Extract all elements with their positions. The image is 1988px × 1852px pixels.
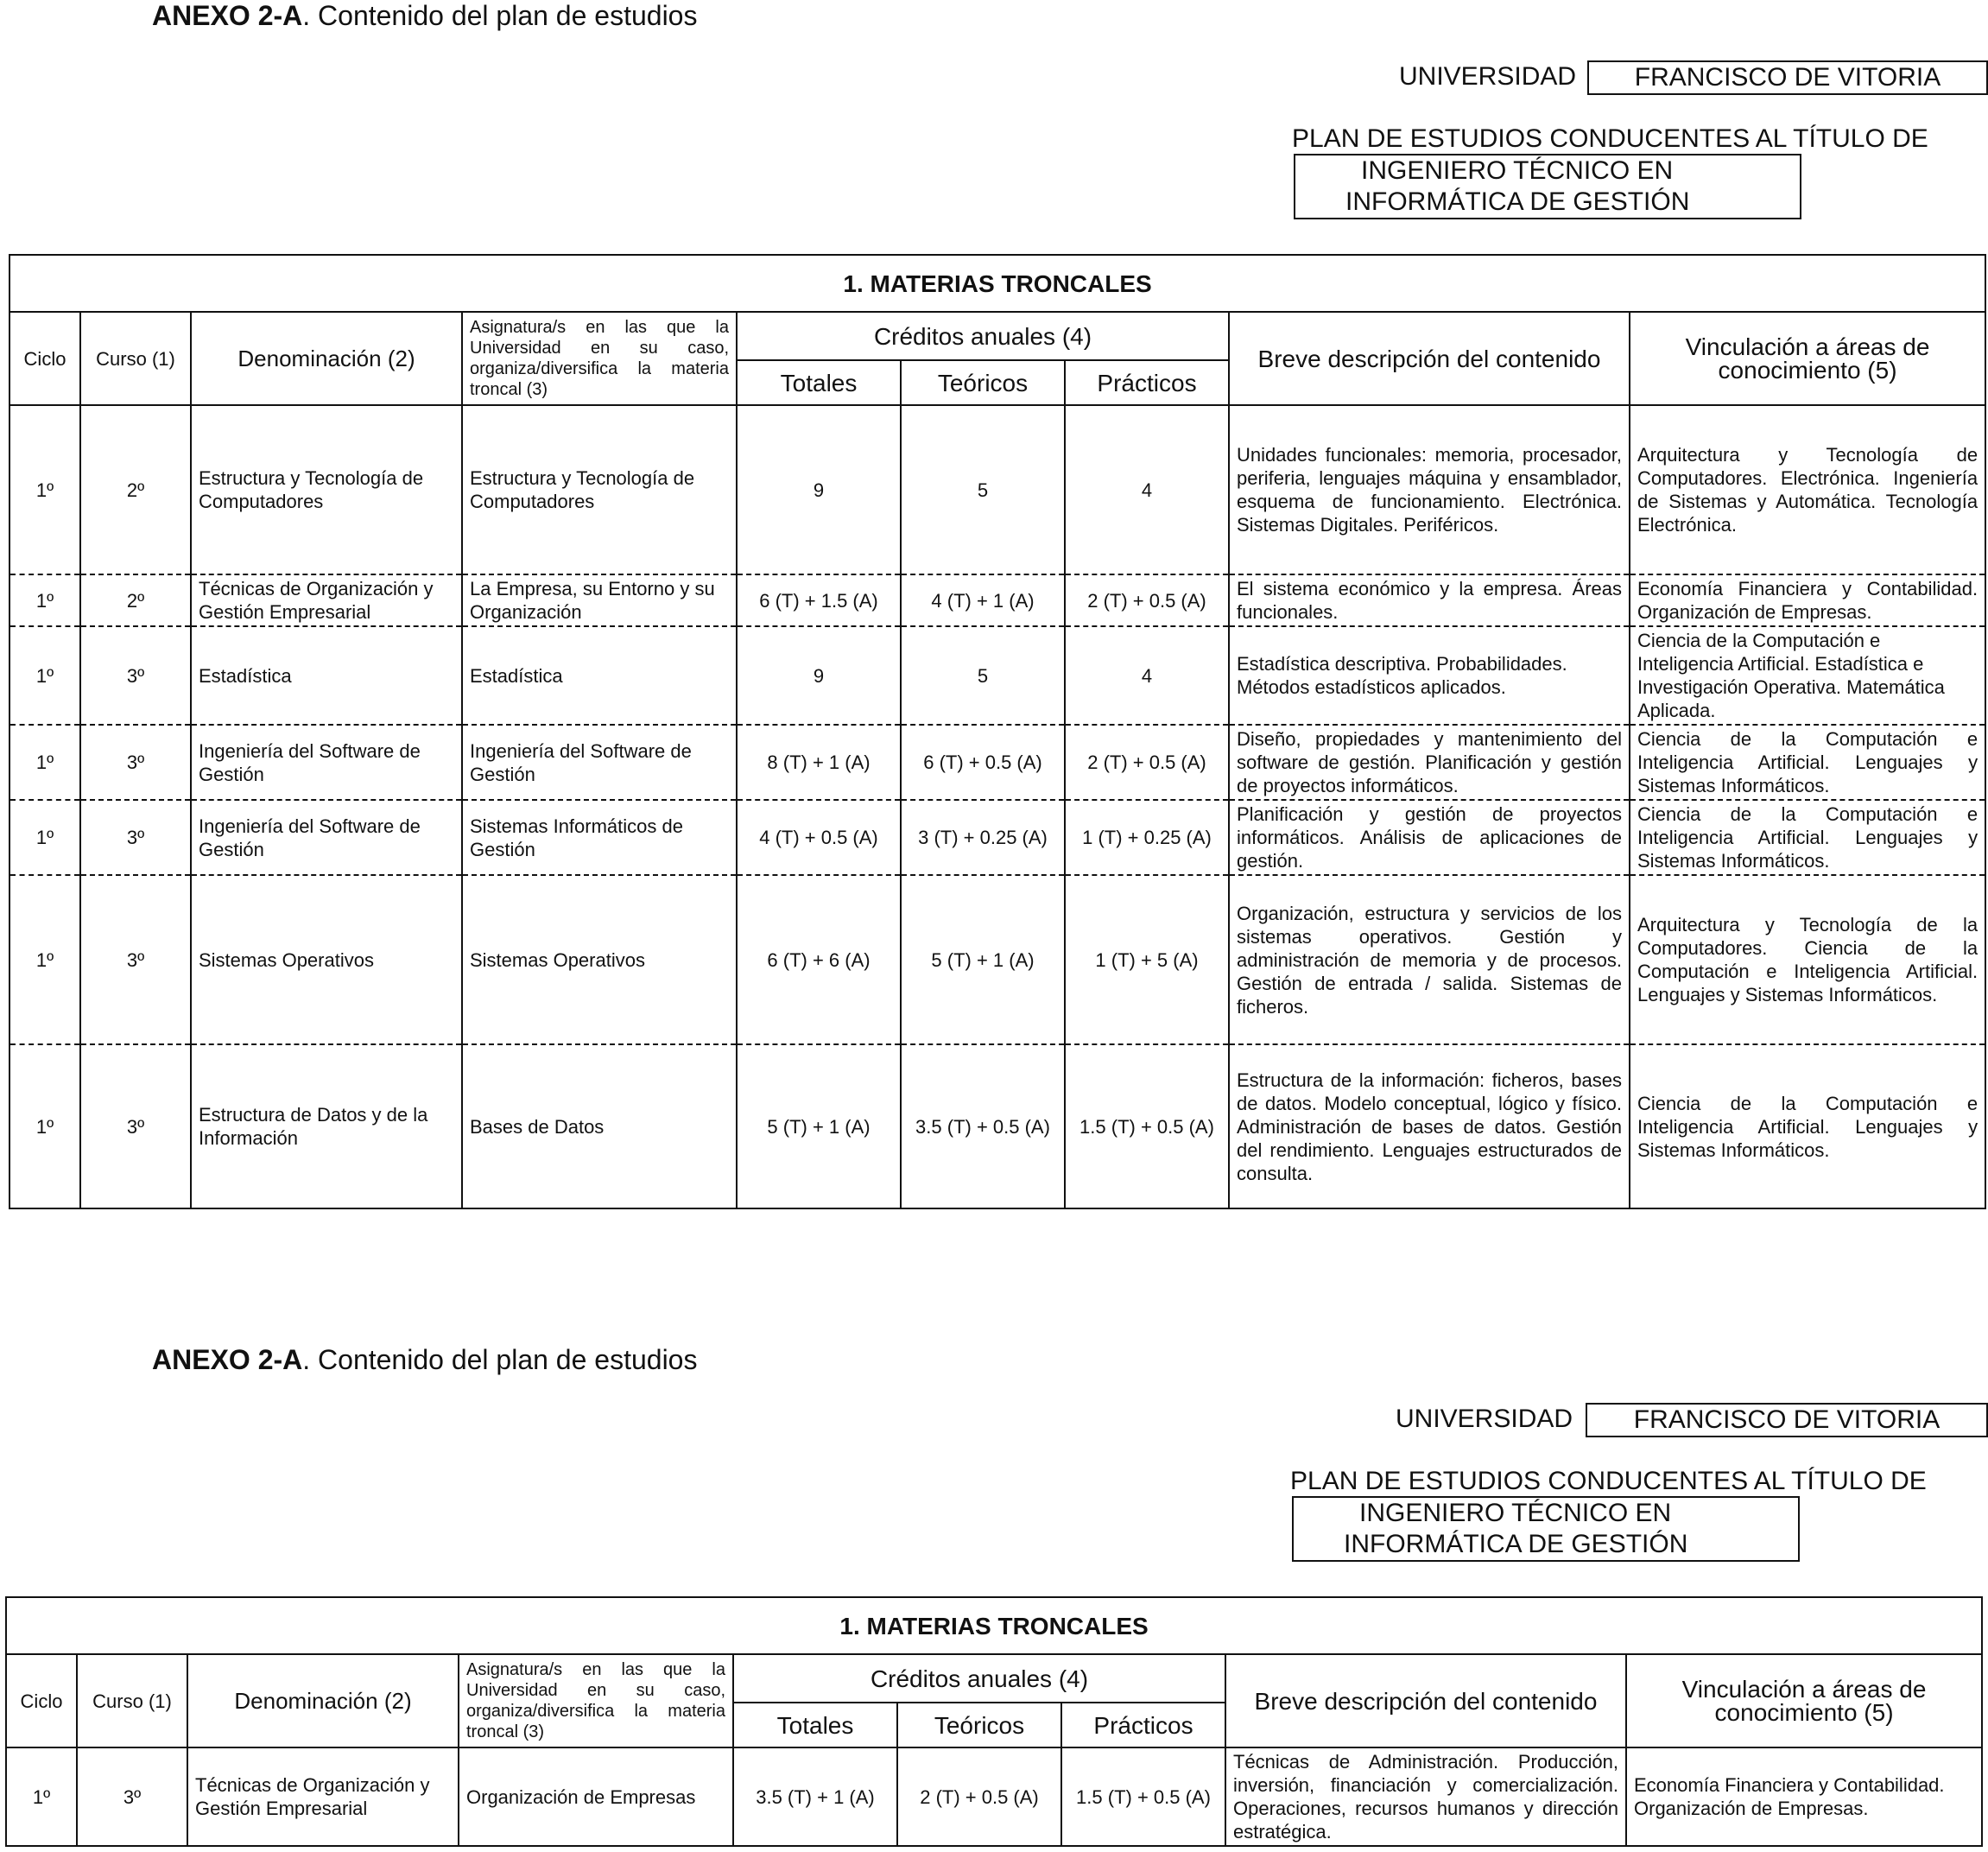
section-title: 1. MATERIAS TRONCALES [9, 255, 1985, 312]
cell-teoricos: 5 [901, 626, 1065, 725]
header-practicos: Prácticos [1061, 1703, 1225, 1747]
cell-vinculacion: Economía Financiera y Contabilidad. Organización de Empresas. [1630, 574, 1985, 626]
cell-ciclo: 1º [6, 1747, 77, 1846]
cell-curso: 2º [80, 405, 191, 574]
cell-teoricos: 2 (T) + 0.5 (A) [897, 1747, 1061, 1846]
cell-curso: 3º [80, 725, 191, 800]
cell-asignatura: Ingeniería del Software de Gestión [462, 725, 737, 800]
cell-totales: 5 (T) + 1 (A) [737, 1044, 901, 1208]
header-denominacion: Denominación (2) [191, 312, 462, 405]
cell-curso: 2º [80, 574, 191, 626]
degree-title-line1: INGENIERO TÉCNICO EN [1359, 1499, 1672, 1527]
cell-teoricos: 3.5 (T) + 0.5 (A) [901, 1044, 1065, 1208]
cell-asignatura: Estadística [462, 626, 737, 725]
degree-title-line1: INGENIERO TÉCNICO EN [1361, 156, 1674, 185]
header-ciclo: Ciclo [6, 1654, 77, 1747]
cell-totales: 6 (T) + 6 (A) [737, 875, 901, 1044]
cell-asignatura: Estructura y Tecnología de Computadores [462, 405, 737, 574]
cell-denominacion: Estructura y Tecnología de Computadores [191, 405, 462, 574]
cell-curso: 3º [77, 1747, 187, 1846]
university-name-box: FRANCISCO DE VITORIA [1587, 60, 1988, 95]
cell-vinculacion: Ciencia de la Computación e Inteligencia Artificial. Lenguajes y Sistemas Informáticos. [1630, 800, 1985, 875]
cell-descripcion: Diseño, propiedades y mantenimiento del software de gestión. Planificación y gestión de proyectos informáticos. [1229, 725, 1630, 800]
table-row [9, 875, 1985, 1044]
cell-descripcion: Estadística descriptiva. Probabilidades. Métodos estadísticos aplicados. [1229, 626, 1630, 725]
cell-teoricos: 5 (T) + 1 (A) [901, 875, 1065, 1044]
header-asignatura: Asignatura/s en las que la Universidad en su caso, organiza/diversifica la materia troncal (3) [459, 1654, 733, 1747]
cell-practicos: 4 [1065, 405, 1229, 574]
table-row [9, 405, 1985, 574]
cell-ciclo: 1º [9, 875, 80, 1044]
cell-denominacion: Estadística [191, 626, 462, 725]
header-descripcion: Breve descripción del contenido [1225, 1654, 1626, 1747]
cell-descripcion: Organización, estructura y servicios de los sistemas operativos. Gestión y administración de memoria y de procesos. Gestión de entrada / salida. Sistemas de ficheros. [1229, 875, 1630, 1044]
header-creditos: Créditos anuales (4) [737, 312, 1229, 360]
cell-totales: 3.5 (T) + 1 (A) [733, 1747, 897, 1846]
section-title: 1. MATERIAS TRONCALES [6, 1597, 1982, 1654]
cell-ciclo: 1º [9, 574, 80, 626]
table-row [6, 1747, 1982, 1846]
header-ciclo: Ciclo [9, 312, 80, 405]
annex-heading [152, 0, 697, 32]
materias-troncales-table-2 [5, 1596, 1983, 1847]
cell-ciclo: 1º [9, 1044, 80, 1208]
header-descripcion: Breve descripción del contenido [1229, 312, 1630, 405]
cell-asignatura: Sistemas Informáticos de Gestión [462, 800, 737, 875]
cell-ciclo: 1º [9, 626, 80, 725]
table-row [9, 626, 1985, 725]
table-row [9, 800, 1985, 875]
header-asignatura: Asignatura/s en las que la Universidad en su caso, organiza/diversifica la materia troncal (3) [462, 312, 737, 405]
cell-curso: 3º [80, 800, 191, 875]
university-label: UNIVERSIDAD [1399, 62, 1577, 91]
cell-teoricos: 5 [901, 405, 1065, 574]
cell-teoricos: 6 (T) + 0.5 (A) [901, 725, 1065, 800]
cell-vinculacion: Ciencia de la Computación e Inteligencia Artificial. Estadística e Investigación Operativa. Matemática Aplicada. [1630, 626, 1985, 725]
cell-practicos: 1.5 (T) + 0.5 (A) [1061, 1747, 1225, 1846]
cell-vinculacion: Ciencia de la Computación e Inteligencia Artificial. Lenguajes y Sistemas Informáticos. [1630, 725, 1985, 800]
header-vinculacion: Vinculación a áreas de conocimiento (5) [1626, 1654, 1982, 1747]
cell-curso: 3º [80, 875, 191, 1044]
degree-title-line2: INFORMÁTICA DE GESTIÓN [1345, 187, 1690, 216]
cell-practicos: 2 (T) + 0.5 (A) [1065, 725, 1229, 800]
cell-ciclo: 1º [9, 725, 80, 800]
cell-practicos: 4 [1065, 626, 1229, 725]
header-teoricos: Teóricos [901, 360, 1065, 405]
header-curso: Curso (1) [77, 1654, 187, 1747]
table-row [9, 1044, 1985, 1208]
cell-asignatura: La Empresa, su Entorno y su Organización [462, 574, 737, 626]
cell-descripcion: Unidades funcionales: memoria, procesador, periferia, lenguajes máquina y ensamblador, esquema de funcionamiento. Electrónica. Sistemas Digitales. Periféricos. [1229, 405, 1630, 574]
header-denominacion: Denominación (2) [187, 1654, 459, 1747]
header-creditos: Créditos anuales (4) [733, 1654, 1225, 1703]
cell-descripcion: El sistema económico y la empresa. Áreas funcionales. [1229, 574, 1630, 626]
annex-heading [152, 1344, 697, 1376]
plan-label: PLAN DE ESTUDIOS CONDUCENTES AL TÍTULO DE [1290, 1467, 1927, 1495]
university-name-box: FRANCISCO DE VITORIA [1586, 1403, 1988, 1437]
cell-ciclo: 1º [9, 800, 80, 875]
header-curso: Curso (1) [80, 312, 191, 405]
cell-vinculacion: Ciencia de la Computación e Inteligencia Artificial. Lenguajes y Sistemas Informáticos. [1630, 1044, 1985, 1208]
table-row [9, 725, 1985, 800]
materias-troncales-table-1 [9, 254, 1986, 1209]
degree-title-box [1292, 1496, 1800, 1562]
cell-teoricos: 4 (T) + 1 (A) [901, 574, 1065, 626]
degree-title-line2: INFORMÁTICA DE GESTIÓN [1344, 1530, 1688, 1558]
cell-descripcion: Técnicas de Administración. Producción, inversión, financiación y comercialización. Operaciones, recursos humanos y dirección estratégica. [1225, 1747, 1626, 1846]
cell-totales: 6 (T) + 1.5 (A) [737, 574, 901, 626]
cell-curso: 3º [80, 1044, 191, 1208]
cell-practicos: 1.5 (T) + 0.5 (A) [1065, 1044, 1229, 1208]
header-practicos: Prácticos [1065, 360, 1229, 405]
table-row [9, 574, 1985, 626]
annex-bold: ANEXO 2-A [152, 0, 303, 31]
cell-practicos: 1 (T) + 0.25 (A) [1065, 800, 1229, 875]
cell-denominacion: Ingeniería del Software de Gestión [191, 725, 462, 800]
cell-teoricos: 3 (T) + 0.25 (A) [901, 800, 1065, 875]
cell-descripcion: Planificación y gestión de proyectos informáticos. Análisis de aplicaciones de gestión. [1229, 800, 1630, 875]
cell-vinculacion: Arquitectura y Tecnología de Computadores. Electrónica. Ingeniería de Sistemas y Automática. Tecnología Electrónica. [1630, 405, 1985, 574]
annex-rest: . Contenido del plan de estudios [302, 0, 698, 31]
cell-denominacion: Técnicas de Organización y Gestión Empresarial [191, 574, 462, 626]
cell-totales: 9 [737, 405, 901, 574]
cell-totales: 8 (T) + 1 (A) [737, 725, 901, 800]
cell-totales: 9 [737, 626, 901, 725]
header-teoricos: Teóricos [897, 1703, 1061, 1747]
cell-asignatura: Sistemas Operativos [462, 875, 737, 1044]
annex-bold: ANEXO 2-A [152, 1344, 303, 1375]
cell-denominacion: Ingeniería del Software de Gestión [191, 800, 462, 875]
cell-asignatura: Organización de Empresas [459, 1747, 733, 1846]
cell-asignatura: Bases de Datos [462, 1044, 737, 1208]
cell-denominacion: Estructura de Datos y de la Información [191, 1044, 462, 1208]
cell-practicos: 1 (T) + 5 (A) [1065, 875, 1229, 1044]
degree-title-box [1294, 154, 1801, 219]
header-vinculacion: Vinculación a áreas de conocimiento (5) [1630, 312, 1985, 405]
cell-ciclo: 1º [9, 405, 80, 574]
annex-rest: . Contenido del plan de estudios [302, 1344, 698, 1375]
cell-practicos: 2 (T) + 0.5 (A) [1065, 574, 1229, 626]
header-totales: Totales [733, 1703, 897, 1747]
university-label: UNIVERSIDAD [1396, 1405, 1573, 1433]
cell-vinculacion: Economía Financiera y Contabilidad. Organización de Empresas. [1626, 1747, 1982, 1846]
cell-descripcion: Estructura de la información: ficheros, bases de datos. Modelo conceptual, lógico y físico. Administración de bases de datos. Gestión del rendimiento. Lenguajes estructurados de consulta. [1229, 1044, 1630, 1208]
cell-totales: 4 (T) + 0.5 (A) [737, 800, 901, 875]
cell-denominacion: Técnicas de Organización y Gestión Empresarial [187, 1747, 459, 1846]
cell-vinculacion: Arquitectura y Tecnología de la Computadores. Ciencia de la Computación e Inteligencia Artificial. Lenguajes y Sistemas Informáticos. [1630, 875, 1985, 1044]
header-totales: Totales [737, 360, 901, 405]
cell-denominacion: Sistemas Operativos [191, 875, 462, 1044]
cell-curso: 3º [80, 626, 191, 725]
plan-label: PLAN DE ESTUDIOS CONDUCENTES AL TÍTULO DE [1292, 124, 1928, 153]
